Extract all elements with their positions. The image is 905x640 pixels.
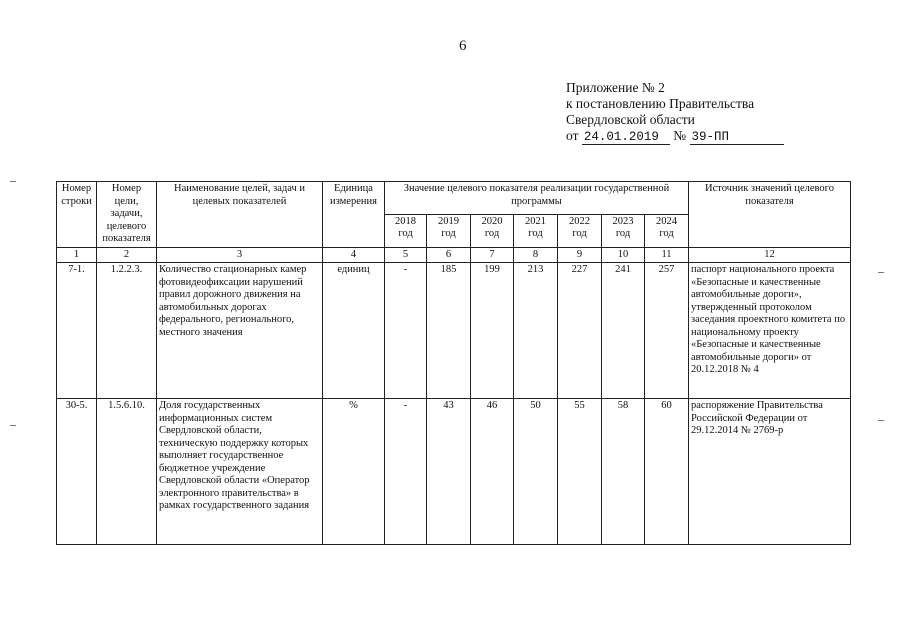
cell-source: паспорт национального проекта «Безопасные и качественные автомобильные дороги», утвержденный протоколом заседания проектного комитета по национальному проекту «Безопасные и качественные автомобильные дороги» от 20.12.2018 № 4 — [689, 263, 851, 399]
from-label: от — [566, 128, 579, 143]
column-index: 10 — [602, 247, 645, 263]
header-year: 2019 год — [427, 214, 471, 247]
cell-value: 257 — [645, 263, 689, 399]
header-goal-number: Номер цели, задачи, целевого показателя — [97, 182, 157, 248]
cell-value: 227 — [558, 263, 602, 399]
cell-value: 58 — [602, 399, 645, 545]
table-row — [57, 399, 851, 545]
header-unit: Единица измерения — [323, 182, 385, 248]
column-index: 11 — [645, 247, 689, 263]
appendix-date-line — [566, 128, 784, 145]
cell-unit: единиц — [323, 263, 385, 399]
resolution-number: 39-ПП — [690, 130, 784, 145]
cell-name: Количество стационарных камер фотовидеофиксации нарушений правил дорожного движения на автомобильных дорогах федерального, регионального, местного значения — [157, 263, 323, 399]
cell-row-number: 7-1. — [57, 263, 97, 399]
scan-mark — [878, 420, 884, 421]
cell-value: 50 — [514, 399, 558, 545]
header-row — [57, 182, 851, 215]
table-row — [57, 263, 851, 399]
column-index: 4 — [323, 247, 385, 263]
column-index: 8 — [514, 247, 558, 263]
column-index: 9 — [558, 247, 602, 263]
cell-value: 43 — [427, 399, 471, 545]
column-index: 12 — [689, 247, 851, 263]
resolution-date: 24.01.2019 — [582, 130, 670, 145]
indicators-table — [56, 181, 851, 545]
cell-value: 55 — [558, 399, 602, 545]
cell-goal-number: 1.2.2.3. — [97, 263, 157, 399]
column-index: 5 — [385, 247, 427, 263]
cell-value: - — [385, 399, 427, 545]
header-row-number: Номер строки — [57, 182, 97, 248]
cell-goal-number: 1.5.6.10. — [97, 399, 157, 545]
header-year: 2022 год — [558, 214, 602, 247]
appendix-title: Приложение № 2 — [566, 80, 665, 95]
page-number: 6 — [459, 38, 467, 54]
column-index: 1 — [57, 247, 97, 263]
cell-row-number: 30-5. — [57, 399, 97, 545]
cell-value: 46 — [471, 399, 514, 545]
column-index: 3 — [157, 247, 323, 263]
header-year: 2018 год — [385, 214, 427, 247]
cell-value: 60 — [645, 399, 689, 545]
column-index: 2 — [97, 247, 157, 263]
cell-value: 185 — [427, 263, 471, 399]
header-name: Наименование целей, задач и целевых показателей — [157, 182, 323, 248]
cell-value: - — [385, 263, 427, 399]
scan-mark — [10, 181, 16, 182]
scan-mark — [878, 272, 884, 273]
header-year: 2023 год — [602, 214, 645, 247]
header-year: 2021 год — [514, 214, 558, 247]
appendix-region: Свердловской области — [566, 112, 695, 127]
column-index: 7 — [471, 247, 514, 263]
appendix-block — [566, 80, 784, 145]
cell-value: 199 — [471, 263, 514, 399]
header-value-group: Значение целевого показателя реализации государственной программы — [385, 182, 689, 215]
header-source: Источник значений целевого показателя — [689, 182, 851, 248]
column-index-row — [57, 247, 851, 263]
cell-name: Доля государственных информационных систем Свердловской области, техническую поддержку которых выполняет государственное бюджетное учреждение Свердловской области «Оператор электронного правительства» в рамках государственного задания — [157, 399, 323, 545]
cell-value: 241 — [602, 263, 645, 399]
cell-source: распоряжение Правительства Российской Федерации от 29.12.2014 № 2769-р — [689, 399, 851, 545]
number-label: № — [673, 128, 687, 143]
cell-unit: % — [323, 399, 385, 545]
cell-value: 213 — [514, 263, 558, 399]
header-year: 2020 год — [471, 214, 514, 247]
header-year: 2024 год — [645, 214, 689, 247]
appendix-resolution: к постановлению Правительства — [566, 96, 755, 111]
column-index: 6 — [427, 247, 471, 263]
scan-mark — [10, 425, 16, 426]
